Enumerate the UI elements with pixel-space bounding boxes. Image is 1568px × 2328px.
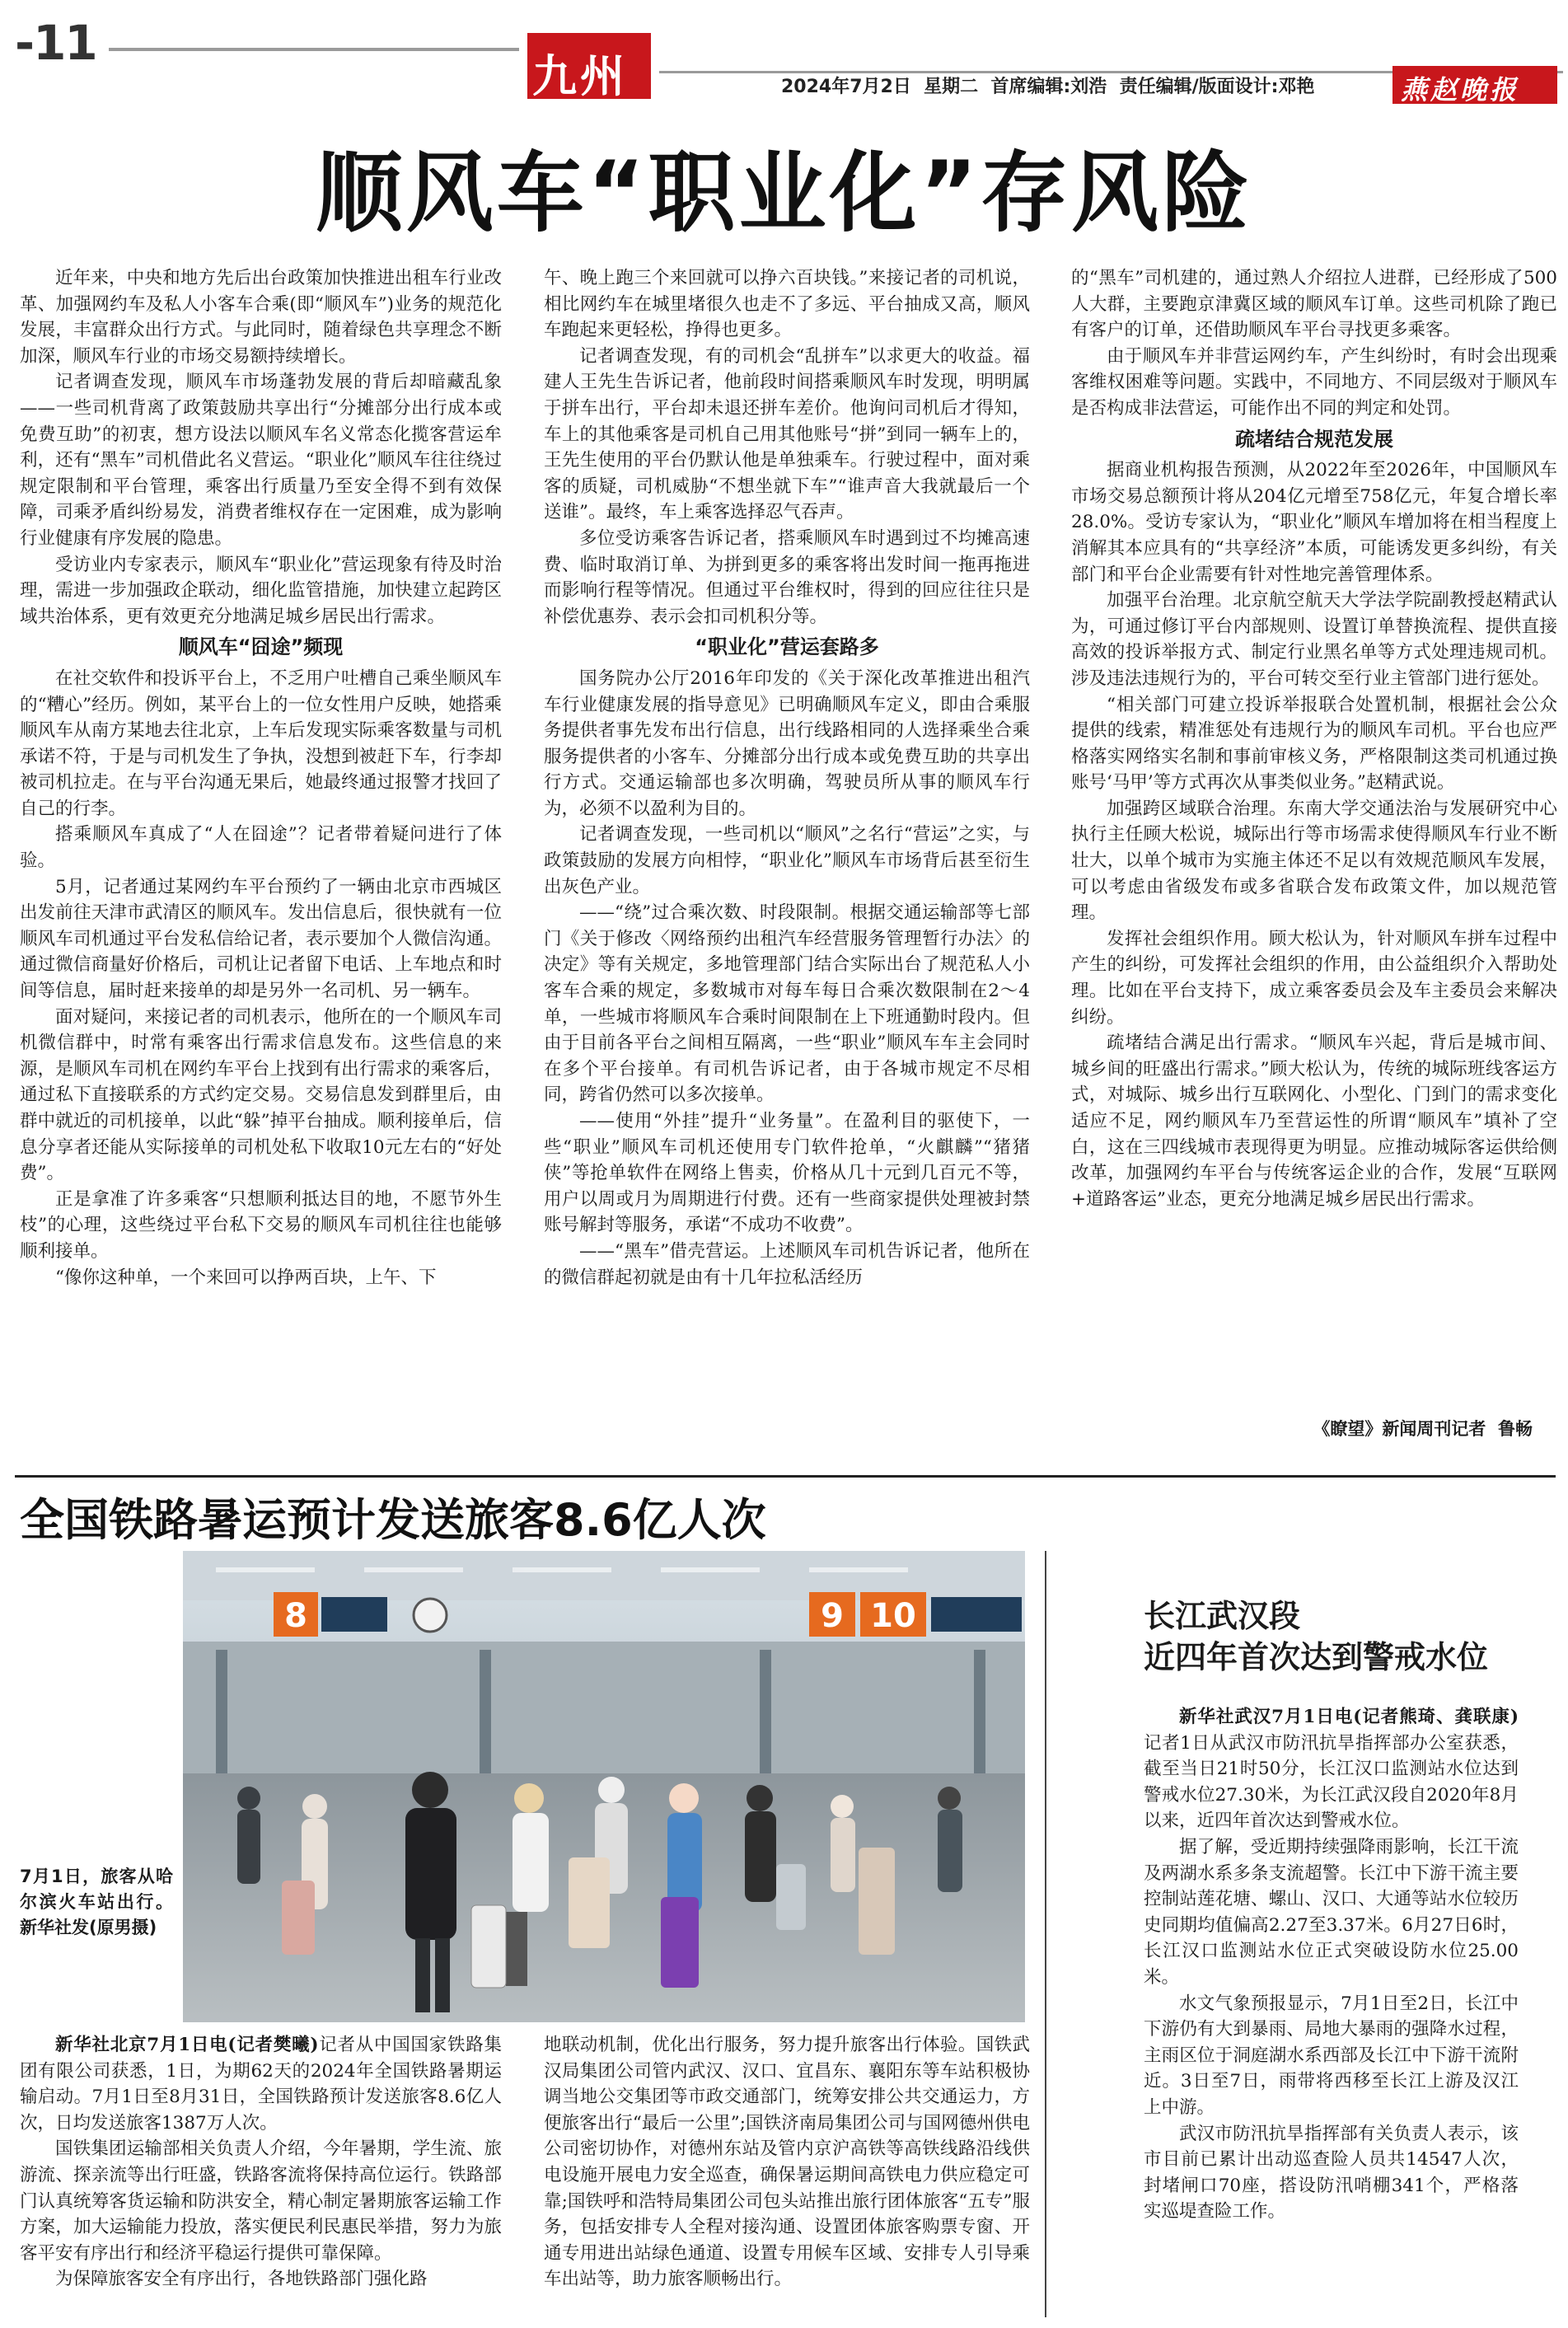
platform-sign-9 xyxy=(809,1592,855,1637)
subheading: 疏堵结合规范发展 xyxy=(1235,427,1393,451)
subheading: 顺风车“囧途”频现 xyxy=(178,635,344,659)
paragraph: 据商业机构报告预测，从2022年至2026年，中国顺风车市场交易总额预计将从204亿元增至758亿元，年复合增长率28.0%。受访专家认为，“职业化”顺风车增加将在相当程度上消解其本应具有的“共享经济”本质，可能诱发更多纠纷，有关部门和平台企业需要有针对性地完善管理体系。 xyxy=(1071,460,1557,585)
paragraph: 近年来，中央和地方先后出台政策加快推进出租车行业改革、加强网约车及私人小客车合乘(即“顺风车”)业务的规范化发展，丰富群众出行方式。与此同时，随着绿色共享理念不断加深，顺风车行业的市场交易额持续增长。 xyxy=(20,268,502,367)
paragraph: 国务院办公厅2016年印发的《关于深化改革推进出租汽车行业健康发展的指导意见》已明确顺风车定义，即由合乘服务提供者事先发布出行信息，出行线路相同的人选择乘坐合乘服务提供者的小客车、分摊部分出行成本或免费互助的共享出行方式。交通运输部也多次明确，驾驶员所从事的顺风车行为，必须不以盈利为目的。 xyxy=(544,667,1030,819)
article2-headline: 全国铁路暑运预计发送旅客8.6亿人次 xyxy=(20,1494,766,1546)
page-number: -11 xyxy=(15,15,96,71)
paragraph: 的“黑车”司机建的，通过熟人介绍拉人进群，已经形成了500人大群，主要跑京津冀区域的顺风车订单。这些司机除了跑已有客户的订单，还借助顺风车平台寻找更多乘客。 xyxy=(1071,268,1557,341)
paragraph: 记者调查发现，顺风车市场蓬勃发展的背后却暗藏乱象——一些司机背离了政策鼓励共享出行“分摊部分出行成本或免费互助”的初衷，想方设法以顺风车名义常态化揽客营运牟利，还有“黑车”司机借此名义营运。“职业化”顺风车往往绕过规定限制和平台管理，乘客出行质量乃至安全得不到有效保障，司乘矛盾纠纷易发，消费者维权存在一定困难，成为影响行业健康有序发展的隐患。 xyxy=(20,372,502,549)
paragraph: “像你这种单，一个来回可以挣两百块，上午、下 xyxy=(55,1267,437,1288)
paragraph: 面对疑问，来接记者的司机表示，他所在的一个顺风车司机微信群中，时常有乘客出行需求信息发布。这些信息的来源，是顺风车司机在网约车平台上找到有出行需求的乘客后，通过私下直接联系的方式约定交易。交易信息发到群里后，由群中就近的司机接单，以此“躲”掉平台抽成。顺利接单后，信息分享者还能从实际接单的司机处私下收取10元左右的“好处费”。 xyxy=(20,1006,502,1184)
svg-text:8: 8 xyxy=(284,1597,307,1635)
svg-text:9: 9 xyxy=(821,1597,844,1635)
paragraph: 在社交软件和投诉平台上，不乏用户吐槽自己乘坐顺风车的“糟心”经历。例如，某平台上的一位女性用户反映，她搭乘顺风车从南方某地去往北京，上车后发现实际乘客数量与司机承诺不符，于是与司机发生了争执，没想到被赶下车，行李却被司机拉走。在与平台沟通无果后，她最终通过报警才找回了自己的行李。 xyxy=(20,667,502,819)
article1-column-2 xyxy=(544,265,1030,1290)
platform-sign-8 xyxy=(274,1592,318,1637)
paragraph: 记者调查发现，一些司机以“顺风”之名行“营运”之实，与政策鼓励的发展方向相悖，“职业化”顺风车市场背后甚至衍生出灰色产业。 xyxy=(544,824,1030,897)
paragraph: 午、晚上跑三个来回就可以挣六百块钱。”来接记者的司机说，相比网约车在城里堵很久也走不了多远、平台抽成又高，顺风车跑起来更轻松，挣得也更多。 xyxy=(544,268,1030,341)
article-divider xyxy=(15,1475,1556,1478)
paragraph: 为保障旅客安全有序出行，各地铁路部门强化路 xyxy=(55,2269,428,2290)
article1-column-3 xyxy=(1071,265,1557,1212)
paragraph: ——使用“外挂”提升“业务量”。在盈利目的驱使下，一些“职业”顺风车司机还使用专门软件抢单，“火麒麟”“猪猪侠”等抢单软件在网络上售卖，价格从几十元到几百元不等，用户以周或月为周期进行付费。还有一些商家提供处理被封禁账号解封等服务，承诺“不成功不收费”。 xyxy=(544,1111,1030,1236)
dateline: 新华社武汉7月1日电(记者熊琦、龚联康) xyxy=(1179,1707,1519,1727)
article1-byline: 《瞭望》新闻周刊记者 鲁畅 xyxy=(1313,1419,1533,1439)
paragraph: 武汉市防汛抗旱指挥部有关负责人表示，该市目前已累计出动巡查险人员共14547人次，封堵闸口70座，搭设防汛哨棚341个，严格落实巡堤查险工作。 xyxy=(1144,2123,1519,2223)
header-rule-left xyxy=(109,48,519,51)
dateline: 新华社北京7月1日电(记者樊曦) xyxy=(55,2035,319,2055)
paragraph: 5月，记者通过某网约车平台预约了一辆由北京市西城区出发前往天津市武清区的顺风车。发出信息后，很快就有一位顺风车司机通过平台发私信给记者，表示要加个人微信沟通。通过微信商量好价格后，司机让记者留下电话、上车地点和时间等信息，届时赶来接单的却是另外一名司机、另一辆车。 xyxy=(20,876,502,1002)
paragraph: 地联动机制，优化出行服务，努力提升旅客出行体验。国铁武汉局集团公司管内武汉、汉口、宜昌东、襄阳东等车站积极协调当地公交集团等市政交通部门，统筹安排公共交通运力，方便旅客出行“最后一公里”;国铁济南局集团公司与国网德州供电公司密切协作，对德州东站及管内京沪高铁等高铁线路沿线供电设施开展电力安全巡查，确保暑运期间高铁电力供应稳定可靠;国铁呼和浩特局集团公司包头站推出旅行团体旅客“五专”服务，包括安排专人全程对接沟通、设置团体旅客购票专窗、开通专用进出站绿色通道、设置专用候车区域、安排专人引导乘车出站等，助力旅客顺畅出行。 xyxy=(544,2035,1030,2290)
article3-headline-line1: 长江武汉段 xyxy=(1144,1598,1301,1634)
article1-headline: 顺风车“职业化”存风险 xyxy=(315,143,1253,244)
paragraph: 由于顺风车并非营运网约车，产生纠纷时，有时会出现乘客维权困难等问题。实践中，不同地方、不同层级对于顺风车是否构成非法营运，可能作出不同的判定和处罚。 xyxy=(1071,345,1557,419)
section-name: 九州 xyxy=(532,49,628,102)
paragraph: ——“绕”过合乘次数、时段限制。根据交通运输部等七部门《关于修改〈网络预约出租汽车经营服务管理暂行办法〉的决定》等有关规定，多地管理部门结合实际出台了规范私人小客车合乘的规定，多数城市对每车每日合乘次数限制在2～4单，一些城市将顺风车合乘时间限制在上下班通勤时段内。但由于目前各平台之间相互隔离，一些“职业”顺风车车主会同时在多个平台接单。有司机告诉记者，由于各城市规定不尽相同，跨省仍然可以多次接单。 xyxy=(544,902,1030,1106)
paragraph: 搭乘顺风车真成了“人在囧途”？记者带着疑问进行了体验。 xyxy=(20,824,502,872)
paragraph: 据了解，受近期持续强降雨影响，长江干流及两湖水系多条支流超警。长江中下游干流主要控制站莲花塘、螺山、汉口、大通等站水位较历史同期均值偏高2.27至3.37米。6月27日6时，长江汉口监测站水位正式突破设防水位25.00米。 xyxy=(1144,1836,1519,1988)
article3-headline-line2: 近四年首次达到警戒水位 xyxy=(1144,1639,1489,1675)
article1-column-1 xyxy=(20,265,502,1290)
paragraph: 受访业内专家表示，顺风车“职业化”营运现象有待及时治理，需进一步加强政企联动，细化监管措施，加快建立起跨区域共治体系，更有效更充分地满足城乡居民出行需求。 xyxy=(20,554,502,627)
paragraph: 发挥社会组织作用。顾大松认为，针对顺风车拼车过程中产生的纠纷，可发挥社会组织的作用，由公益组织介入帮助处理。比如在平台支持下，成立乘客委员会及车主委员会来解决纠纷。 xyxy=(1071,928,1557,1028)
paragraph: 疏堵结合满足出行需求。“顺风车兴起，背后是城市间、城乡间的旺盛出行需求。”顾大松认为，传统的城际班线客运方式，对城际、城乡出行互联网化、小型化、门到门的需求变化适应不足，网约顺风车乃至营运性的所谓“顺风车”填补了空白，这在三四线城市表现得更为明显。应推动城际客运供给侧改革，加强网约车平台与传统客运企业的合作，发展“互联网+道路客运”业态，更充分地满足城乡居民出行需求。 xyxy=(1071,1033,1557,1210)
article2-column-2 xyxy=(544,2032,1030,2293)
subheading: “职业化”营运套路多 xyxy=(695,635,879,659)
article2-column-1 xyxy=(20,2032,502,2293)
article2-photo-caption: 7月1日，旅客从哈尔滨火车站出行。新华社发(原男摄) xyxy=(20,1867,173,1937)
article2-photo xyxy=(183,1551,1025,2022)
paragraph: 记者调查发现，有的司机会“乱拼车”以求更大的收益。福建人王先生告诉记者，他前段时间搭乘顺风车时发现，明明属于拼车出行，平台却未退还拼车差价。他询问司机后才得知，车上的其他乘客是司机自己用其他账号“拼”到同一辆车上的，王先生使用的平台仍默认他是单独乘车。行驶过程中，面对乘客的质疑，司机威胁“不想坐就下车”“谁声音大我就最后一个送谁”。最终，车上乘客选择忍气吞声。 xyxy=(544,345,1030,523)
section-name-box xyxy=(527,33,651,102)
masthead-text: 燕赵晚报 xyxy=(1401,74,1520,105)
station-photo-illustration xyxy=(183,1551,1025,2022)
paragraph: 多位受访乘客告诉记者，搭乘顺风车时遇到过不均摊高速费、临时取消订单、为拼到更多的乘客将出发时间一拖再拖进而影响行程等情况。但通过平台维权时，得到的回应往往只是补偿优惠券、表示会扣司机积分等。 xyxy=(544,527,1030,627)
paragraph: 加强平台治理。北京航空航天大学法学院副教授赵精武认为，可通过修订平台内部规则、设置订单替换流程、提供直接高效的投诉举报方式、制定行业黑名单等方式处理违规司机。涉及违法违规行为的，平台可转交至行业主管部门进行惩处。 xyxy=(1071,590,1557,689)
paragraph: 国铁集团运输部相关负责人介绍，今年暑期，学生流、旅游流、探亲流等出行旺盛，铁路客流将保持高位运行。铁路部门认真统筹客货运输和防洪安全，精心制定暑期旅客运输工作方案，加大运输能力投放，落实便民利民惠民举措，努力为旅客平安有序出行和经济平稳运行提供可靠保障。 xyxy=(20,2138,502,2264)
paragraph: 水文气象预报显示，7月1日至2日，长江中下游仍有大到暴雨、局地大暴雨的强降水过程，主雨区位于洞庭湖水系西部及长江中下游干流附近。3日至7日，雨带将西移至长江上游及汉江上中游。 xyxy=(1144,1993,1519,2118)
svg-text:10: 10 xyxy=(870,1597,916,1635)
article3-vertical-rule xyxy=(1045,1551,1046,2317)
paragraph: 新华社北京7月1日电(记者樊曦)记者从中国国家铁路集团有限公司获悉，1日，为期62天的2024年全国铁路暑期运输启动。7月1日至8月31日，全国铁路预计发送旅客8.6亿人次，日均发送旅客1387万人次。 xyxy=(20,2035,502,2134)
masthead-logo xyxy=(1392,66,1557,104)
paragraph: 新华社武汉7月1日电(记者熊琦、龚联康)记者1日从武汉市防汛抗旱指挥部办公室获悉，截至当日21时50分，长江汉口监测站水位达到警戒水位27.30米，为长江武汉段自2020年8月以来，近四年首次达到警戒水位。 xyxy=(1144,1707,1519,1832)
platform-sign-10 xyxy=(860,1592,926,1637)
article3-column xyxy=(1144,1704,1519,2225)
paragraph: 加强跨区域联合治理。东南大学交通法治与发展研究中心执行主任顾大松说，城际出行等市场需求使得顺风车行业不断壮大，以单个城市为实施主体还不足以有效规范顺风车发展，可以考虑由省级发布或多省联合发布政策文件，加以规范管理。 xyxy=(1071,798,1557,924)
paragraph: ——“黑车”借壳营运。上述顺风车司机告诉记者，他所在的微信群起初就是由有十几年拉私活经历 xyxy=(544,1240,1030,1288)
header-info-line: 2024年7月2日 星期二 首席编辑:刘浩 责任编辑/版面设计:邓艳 xyxy=(781,77,1315,97)
paragraph: “相关部门可建立投诉举报联合处置机制，根据社会公众提供的线索，精准惩处有违规行为的顺风车司机。平台也应严格落实网络实名制和事前审核义务，严格限制这类司机通过换账号‘马甲’等方式再次从事类似业务。”赵精武说。 xyxy=(1071,694,1557,794)
paragraph: 正是拿准了许多乘客“只想顺利抵达目的地，不愿节外生枝”的心理，这些绕过平台私下交易的顺风车司机往往也能够顺利接单。 xyxy=(20,1188,502,1262)
